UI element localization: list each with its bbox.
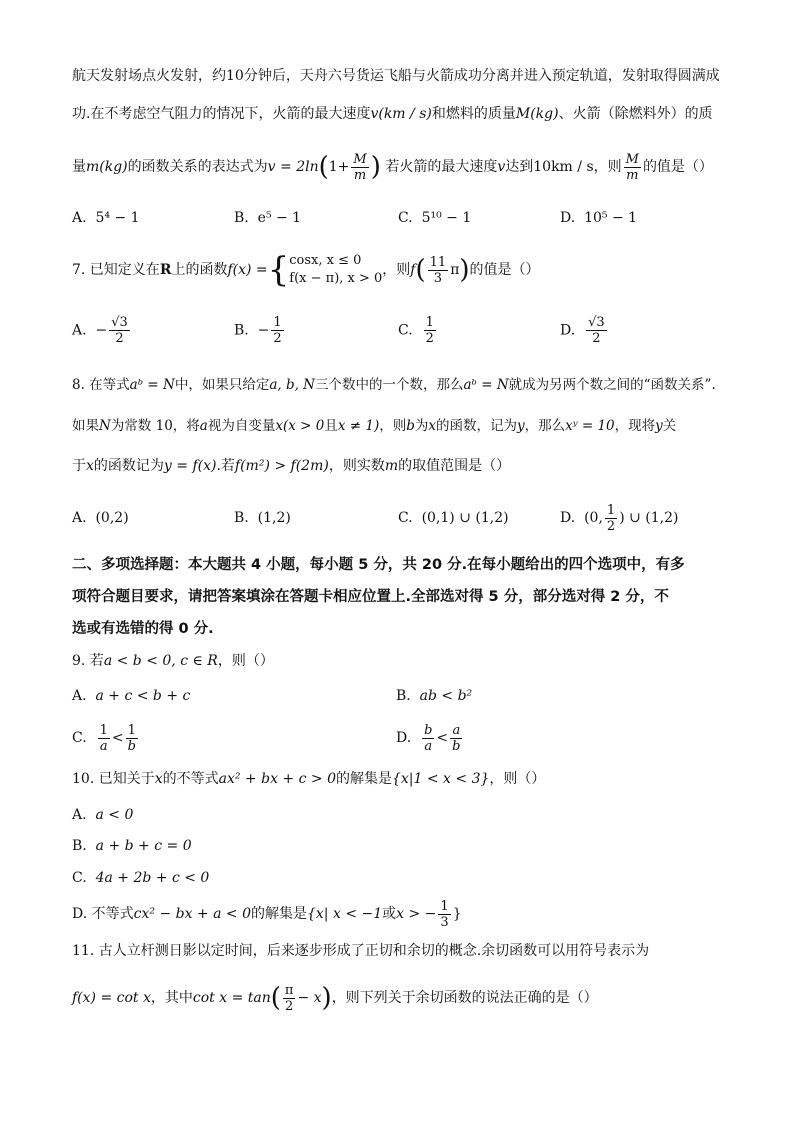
q6-line-2: 功.在不考虑空气阻力的情况下，火箭的最大速度v(km / s)和燃料的质量M(kg)、火箭（除燃料外）的质 xyxy=(72,106,713,122)
q6-line-1: 航天发射场点火发射，约10分钟后，天舟六号货运飞船与火箭成功分离并进入预定轨道，发射取得圆满成 xyxy=(72,68,720,84)
q10-option-c[interactable]: C. 4a + 2b + c < 0 xyxy=(72,870,210,886)
q9-stem: 9. 若a < b < 0, c ∈ R，则（） xyxy=(72,653,274,669)
q9-option-d[interactable]: D. $\frac{b}{a}$ < $\frac{a}{b}$ xyxy=(396,722,461,754)
section-2-line-3: 选或有选错的得 0 分. xyxy=(72,621,214,637)
q11-line-1: 11. 古人立杆测日影以定时间，后来逐步形成了正切和余切的概念.余切函数可以用符号表示为 xyxy=(72,943,650,959)
q8-option-c[interactable]: C. (0,1) ∪ (1,2) xyxy=(398,510,509,526)
q8-line-3: 于x的函数记为y = f(x).若f(m²) > f(2m)，则实数m的取值范围是（） xyxy=(72,458,511,474)
section-2-line-2: 项符合题目要求，请把答案填涂在答题卡相应位置上.全部选对得 5 分，部分选对得 2 分，不 xyxy=(72,589,669,605)
q8-line-2: 如果N为常数 10，将a视为自变量x(x > 0且x ≠ 1)，则b为x的函数，记为y，那么xʸ = 10，现将y关 xyxy=(72,418,677,434)
q11-line-2: f(x) = cot x，其中cot x = tan( $\frac{\pi}{2}$ − x)，则下列关于余切函数的说法正确的是（） xyxy=(72,982,598,1014)
q7-option-b[interactable]: B. − $\frac{1}{2}$ xyxy=(234,315,282,346)
mass-ratio-fraction: $\frac{M}{m}$ xyxy=(353,151,367,183)
q10-option-a[interactable]: A. a < 0 xyxy=(72,807,134,823)
q10-option-b[interactable]: B. a + b + c = 0 xyxy=(72,838,192,854)
q6-option-b[interactable]: B. e⁵ − 1 xyxy=(234,210,302,226)
q6-option-d[interactable]: D. 10⁵ − 1 xyxy=(560,210,638,226)
q7-option-d[interactable]: D. $\frac{√3}{2}$ xyxy=(560,315,605,346)
q8-option-d[interactable]: D. (0, $\frac{1}{2}$ ) ∪ (1,2) xyxy=(560,502,679,534)
q10-stem: 10. 已知关于x的不等式ax² + bx + c > 0的解集是{x|1 < x < 3}，则（） xyxy=(72,771,546,787)
q9-option-b[interactable]: B. ab < b² xyxy=(396,688,473,704)
q10-option-d[interactable]: D. 不等式cx² − bx + a < 0的解集是{x| x < −1或x > − $\frac{1}{3}$ } xyxy=(72,898,462,930)
q7-option-a[interactable]: A. − $\frac{√3}{2}$ xyxy=(72,315,128,346)
piecewise-cases: cosx, x ≤ 0 f(x − π), x > 0 xyxy=(289,253,383,286)
q7-option-c[interactable]: C. $\frac{1}{2}$ xyxy=(398,315,434,346)
q6-option-a[interactable]: A. 5⁴ − 1 xyxy=(72,210,140,226)
q6-option-c[interactable]: C. 5¹⁰ − 1 xyxy=(398,210,472,226)
q8-line-1: 8. 在等式aᵇ = N中，如果只给定a, b, N三个数中的一个数，那么aᵇ = N就成为另两个数之间的“函数关系”. xyxy=(72,377,716,393)
q9-option-c[interactable]: C. $\frac{1}{a}$ < $\frac{1}{b}$ xyxy=(72,722,136,754)
q8-option-b[interactable]: B. (1,2) xyxy=(234,510,291,526)
mass-ratio-fraction-2: $\frac{M}{m}$ xyxy=(625,151,639,183)
q6-line-3: 量m(kg)的函数关系的表达式为v = 2ln(1+ $\frac{M}{m}$ ) 若火箭的最大速度v达到10km / s，则 $\frac{M}{m}$ 的值是（） xyxy=(72,151,713,183)
q9-option-a[interactable]: A. a + c < b + c xyxy=(72,688,191,704)
section-2-line-1: 二、多项选择题：本大题共 4 小题，每小题 5 分，共 20 分.在每小题给出的四个选项中，有多 xyxy=(72,557,685,573)
q8-option-a[interactable]: A. (0,2) xyxy=(72,510,129,526)
q7-stem: 7. 已知定义在R上的函数f(x) ={ cosx, x ≤ 0 f(x − π), x > 0 ，则f( $\frac{11}{3}$ π)的值是（） xyxy=(72,250,540,290)
